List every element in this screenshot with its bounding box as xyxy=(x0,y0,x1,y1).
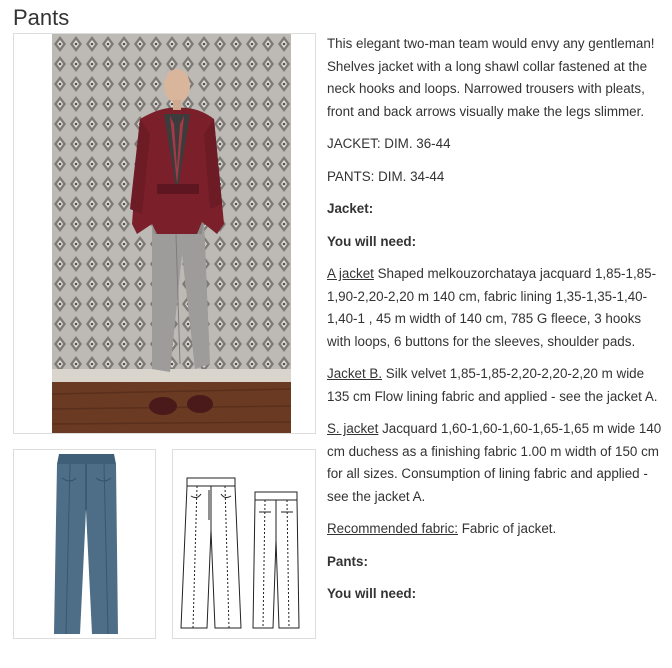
thumbnail-pants-sketch[interactable] xyxy=(172,449,316,639)
jacket-b-paragraph xyxy=(327,363,662,408)
jacket-s-label: S. jacket xyxy=(327,421,379,436)
intro-text: This elegant two-man team would envy any gentleman! Shelves jacket with a long shawl collar fastened at the neck hooks and loops. Narrowed trousers with pleats, front and back arrows visually make the legs slimmer. xyxy=(327,36,655,119)
main-photo-frame[interactable] xyxy=(13,33,316,434)
recommended-fabric-label: Recommended fabric: xyxy=(327,521,458,536)
thumbnail-pants-photo[interactable] xyxy=(13,449,156,639)
jacket-b-text: Silk velvet 1,85-1,85-2,20-2,20-2,20 m wide 135 cm Flow lining fabric and applied - see the jacket A. xyxy=(327,366,658,404)
product-description xyxy=(327,33,662,616)
jacket-s-text: Jacquard 1,60-1,60-1,60-1,65-1,65 m wide 140 cm duchess as a finishing fabric 1.00 m width of 150 cm for all sizes. Consumption of lining fabric and applied - see the jacket A. xyxy=(327,421,662,504)
page-title: Pants xyxy=(13,5,70,30)
jacket-b-label: Jacket B. xyxy=(327,366,383,381)
jacket-a-label: A jacket xyxy=(327,266,374,281)
jacket-dimensions: JACKET: DIM. 36-44 xyxy=(327,136,451,151)
pants-heading: Pants: xyxy=(327,553,368,569)
pants-dimensions: PANTS: DIM. 34-44 xyxy=(327,168,445,184)
main-photo xyxy=(52,34,291,433)
jacket-a-paragraph xyxy=(327,263,662,353)
recommended-fabric-paragraph xyxy=(327,518,662,541)
you-will-need-heading-2: You will need: xyxy=(327,586,417,601)
recommended-fabric-text: Fabric of jacket. xyxy=(458,521,557,536)
you-will-need-heading: You will need: xyxy=(327,233,417,249)
jacket-heading: Jacket: xyxy=(327,201,374,216)
jacket-a-text: Shaped melkouzorchataya jacquard 1,85-1,85-1,90-2,20-2,20 m 140 cm, fabric lining 1,35-1,35-1,40-1,40-1 , 45 m width of 140 cm, 785 G fleece, 3 hooks with loops, 6 buttons for the sleeves, shoulder pads. xyxy=(327,266,657,349)
jacket-s-paragraph xyxy=(327,418,662,508)
